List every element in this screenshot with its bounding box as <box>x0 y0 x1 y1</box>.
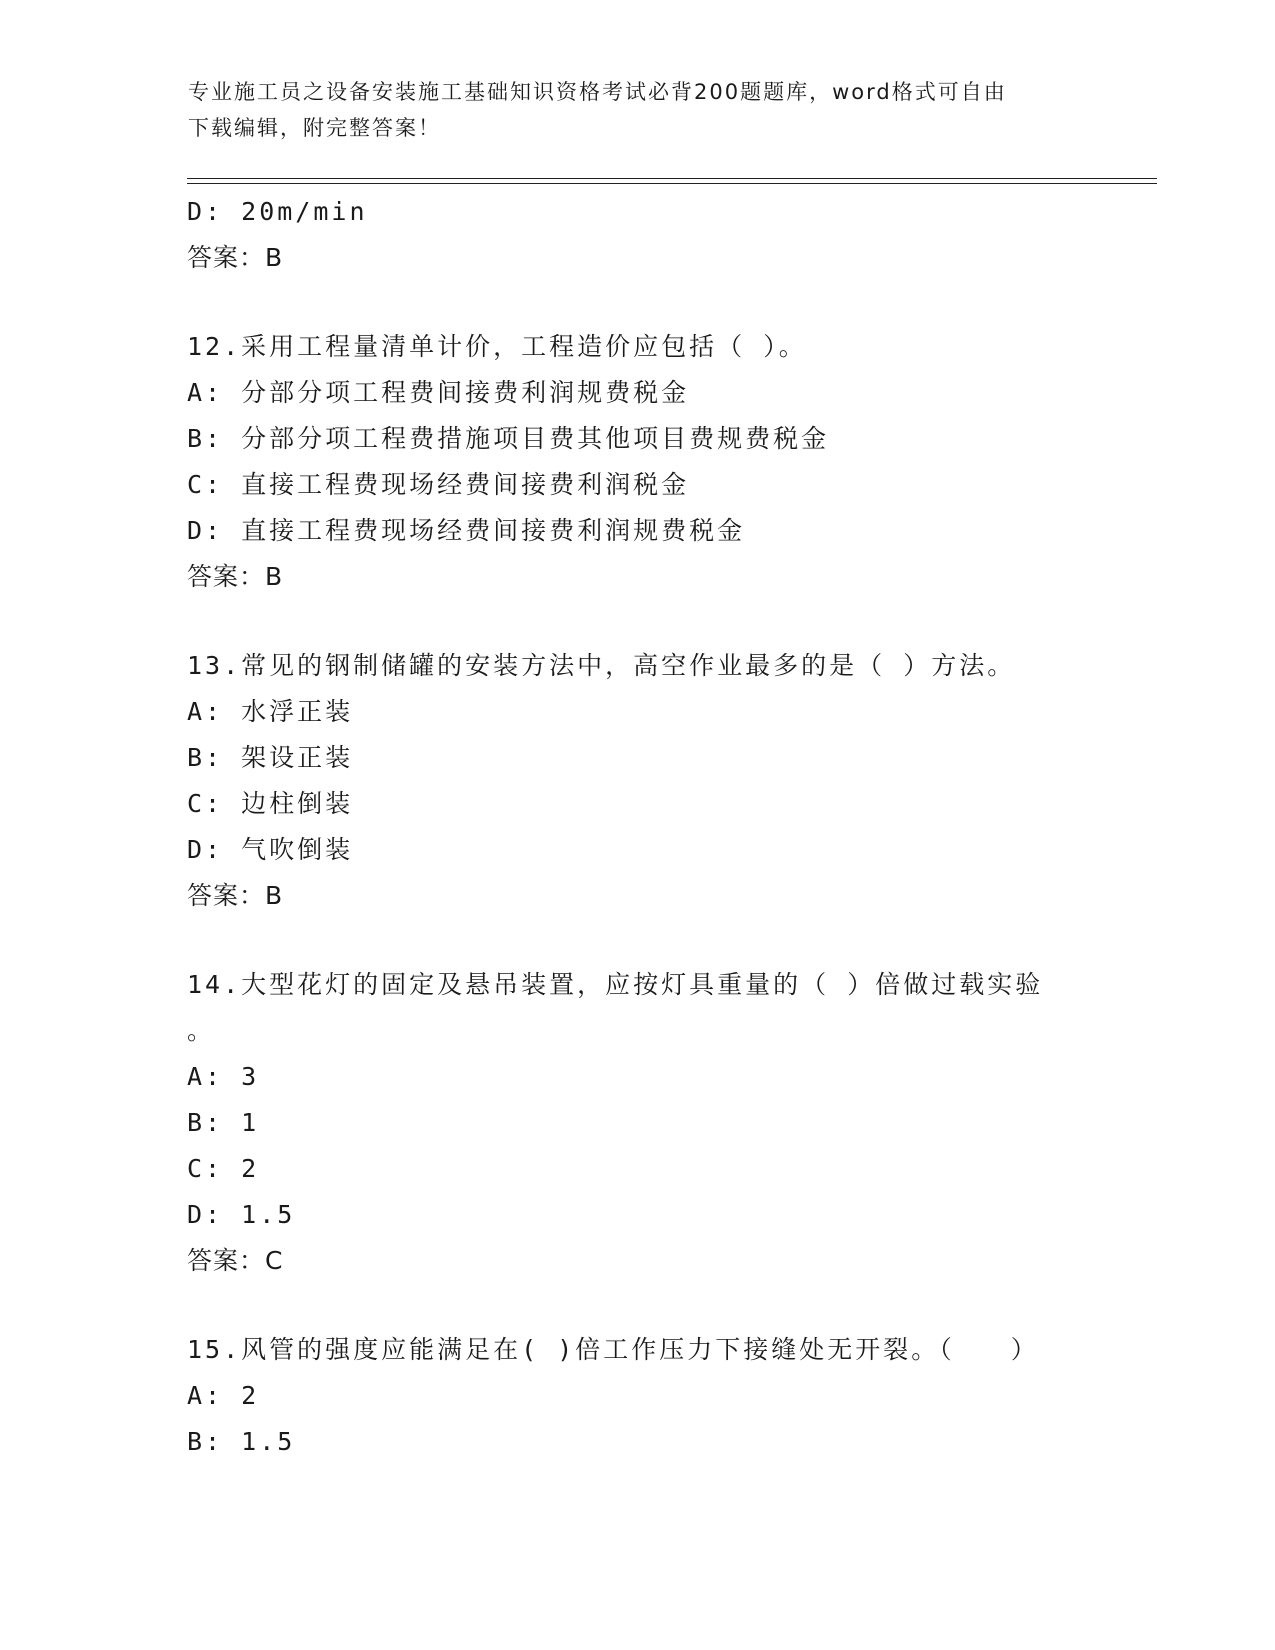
option-a: A: 2 <box>187 1381 260 1410</box>
option-c: C: 边柱倒装 <box>187 789 354 818</box>
option-d: D: 1.5 <box>187 1200 296 1229</box>
question-stem: 14.大型花灯的固定及悬吊装置，应按灯具重量的（ ）倍做过载实验 <box>187 970 1044 999</box>
option-d: D: 直接工程费现场经费间接费利润规费税金 <box>187 516 746 545</box>
question-stem: 15.风管的强度应能满足在( )倍工作压力下接缝处无开裂。（ ） <box>187 1335 1039 1364</box>
option-a: A: 3 <box>187 1062 260 1091</box>
answer: 答案：C <box>187 1246 284 1275</box>
option-b: B: 1 <box>187 1108 260 1137</box>
question-stem: 12.采用工程量清单计价，工程造价应包括（ ）。 <box>187 332 807 361</box>
option-b: B: 1.5 <box>187 1427 296 1456</box>
option-b: B: 架设正装 <box>187 743 354 772</box>
option-c: C: 2 <box>187 1154 260 1183</box>
option-b: B: 分部分项工程费措施项目费其他项目费规费税金 <box>187 424 830 453</box>
question-stem-continuation: 。 <box>187 1016 216 1045</box>
header-line-1: 专业施工员之设备安装施工基础知识资格考试必背200题题库，word格式可自由 <box>188 80 1007 104</box>
question-12 <box>187 324 1087 600</box>
header-divider-top <box>187 178 1157 179</box>
question-stem: 13.常见的钢制储罐的安装方法中，高空作业最多的是（ ）方法。 <box>187 651 1016 680</box>
answer: 答案：B <box>187 881 284 910</box>
option-d: D: 气吹倒装 <box>187 835 354 864</box>
question-13 <box>187 643 1087 919</box>
question-15 <box>187 1327 1087 1465</box>
question-list <box>187 189 1087 1465</box>
document-header <box>188 74 1088 146</box>
header-divider-bottom <box>187 183 1157 184</box>
option-a: A: 水浮正装 <box>187 697 354 726</box>
answer: 答案：B <box>187 243 284 272</box>
option-d: D: 20m/min <box>187 197 368 226</box>
option-c: C: 直接工程费现场经费间接费利润税金 <box>187 470 690 499</box>
header-line-2: 下载编辑，附完整答案！ <box>188 116 441 140</box>
option-a: A: 分部分项工程费间接费利润规费税金 <box>187 378 690 407</box>
answer: 答案：B <box>187 562 284 591</box>
question-14 <box>187 962 1087 1284</box>
